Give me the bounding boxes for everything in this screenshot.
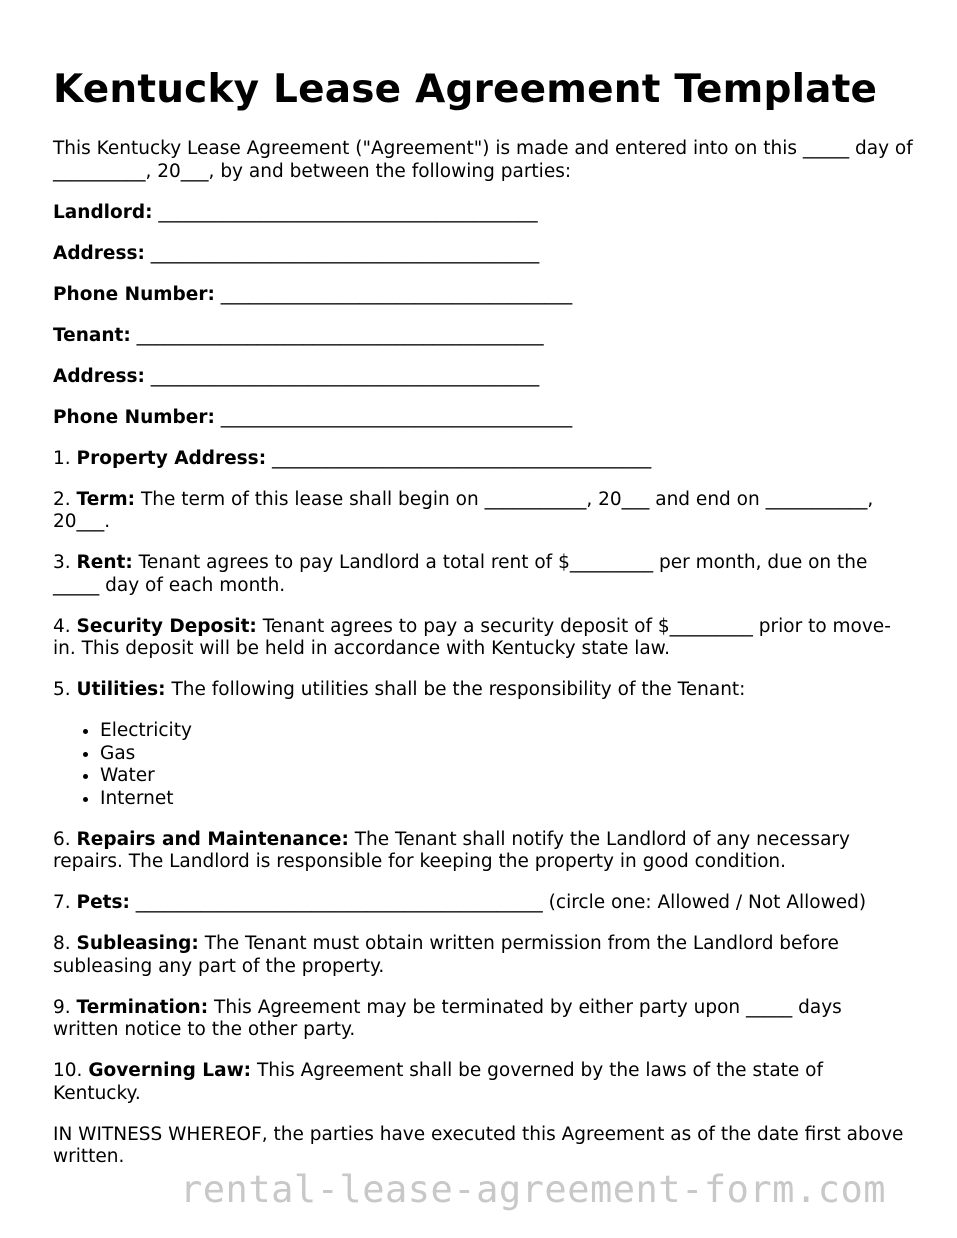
section-text: The Tenant must obtain written permission from the Landlord before subleasing any part of the property. [53, 933, 839, 977]
section-heading: Property Address: [76, 447, 267, 469]
list-item: • Gas [100, 743, 913, 766]
section-number: 7. [53, 892, 71, 913]
section-repairs [53, 829, 913, 874]
section-text: Tenant agrees to pay a security deposit of $_________ prior to move-in. This deposit will be held in accordance with Kentucky state law. [53, 615, 891, 659]
document-page [53, 64, 913, 1187]
section-governing-law [53, 1060, 913, 1105]
section-number: 1. [53, 447, 71, 469]
section-number: 6. [53, 828, 71, 850]
utilities-list [53, 720, 913, 810]
section-text: The Tenant shall notify the Landlord of any necessary repairs. The Landlord is responsible for keeping the property in good condition. [53, 828, 850, 872]
list-item: • Internet [100, 788, 913, 811]
section-number: 9. [53, 996, 71, 1018]
section-security-deposit [53, 616, 913, 661]
section-property-address [53, 448, 913, 471]
section-heading: Security Deposit: [76, 615, 257, 637]
section-text: The term of this lease shall begin on ___________, 20___ and end on ___________, 20___. [53, 488, 874, 532]
section-subleasing [53, 933, 913, 978]
section-termination [53, 997, 913, 1042]
section-text: ____________________________________________ (circle one: Allowed / Not Allowed) [135, 892, 867, 913]
intro-paragraph: This Kentucky Lease Agreement ("Agreement") is made and entered into on this _____ day of __________, 20___, by and between the following parties: [53, 138, 913, 182]
field-label: Tenant: [53, 324, 131, 346]
landlord-field [53, 202, 913, 225]
section-number: 8. [53, 933, 71, 954]
section-heading: Term: [76, 488, 136, 510]
section-heading: Governing Law: [88, 1060, 252, 1081]
section-heading: Repairs and Maintenance: [76, 828, 349, 850]
section-heading: Subleasing: [76, 933, 199, 954]
closing-paragraph: IN WITNESS WHEREOF, the parties have executed this Agreement as of the date first above written. [53, 1123, 904, 1167]
field-label: Address: [53, 365, 145, 387]
list-item: • Electricity [100, 720, 913, 743]
field-label: Address: [53, 242, 145, 264]
section-text: Tenant agrees to pay Landlord a total rent of $_________ per month, due on the _____ day of each month. [53, 552, 868, 596]
field-blank: ____________________________________________ [136, 324, 544, 346]
section-number: 5. [53, 679, 71, 700]
section-heading: Utilities: [76, 679, 166, 700]
field-blank: __________________________________________ [150, 365, 540, 387]
section-text: This Agreement shall be governed by the laws of the state of Kentucky. [53, 1060, 824, 1104]
field-label: Phone Number: [53, 283, 215, 305]
tenant-phone-field [53, 407, 913, 430]
tenant-address-field [53, 366, 913, 389]
field-blank: _________________________________________ [158, 201, 538, 223]
document-title: Kentucky Lease Agreement Template [53, 67, 878, 112]
field-blank: __________________________________________ [150, 242, 540, 264]
landlord-address-field [53, 243, 913, 266]
section-term [53, 489, 913, 534]
section-number: 3. [53, 552, 71, 573]
section-heading: Rent: [76, 552, 133, 573]
section-number: 4. [53, 615, 71, 637]
section-text: The following utilities shall be the responsibility of the Tenant: [171, 679, 746, 700]
landlord-phone-field [53, 284, 913, 307]
section-heading: Pets: [76, 892, 130, 913]
tenant-field [53, 325, 913, 348]
field-blank: ______________________________________ [220, 283, 573, 305]
section-rent [53, 552, 913, 597]
watermark: rental-lease-agreement-form.com [180, 1168, 887, 1211]
list-item: • Water [100, 765, 913, 788]
section-number: 2. [53, 488, 71, 510]
section-utilities [53, 679, 913, 702]
section-pets [53, 892, 913, 915]
section-text: _________________________________________ [271, 447, 652, 469]
section-heading: Termination: [76, 996, 209, 1018]
field-label: Phone Number: [53, 406, 215, 428]
section-number: 10. [53, 1060, 83, 1081]
field-blank: ______________________________________ [220, 406, 573, 428]
section-text: This Agreement may be terminated by either party upon _____ days written notice to the other party. [53, 996, 842, 1040]
field-label: Landlord: [53, 201, 153, 223]
